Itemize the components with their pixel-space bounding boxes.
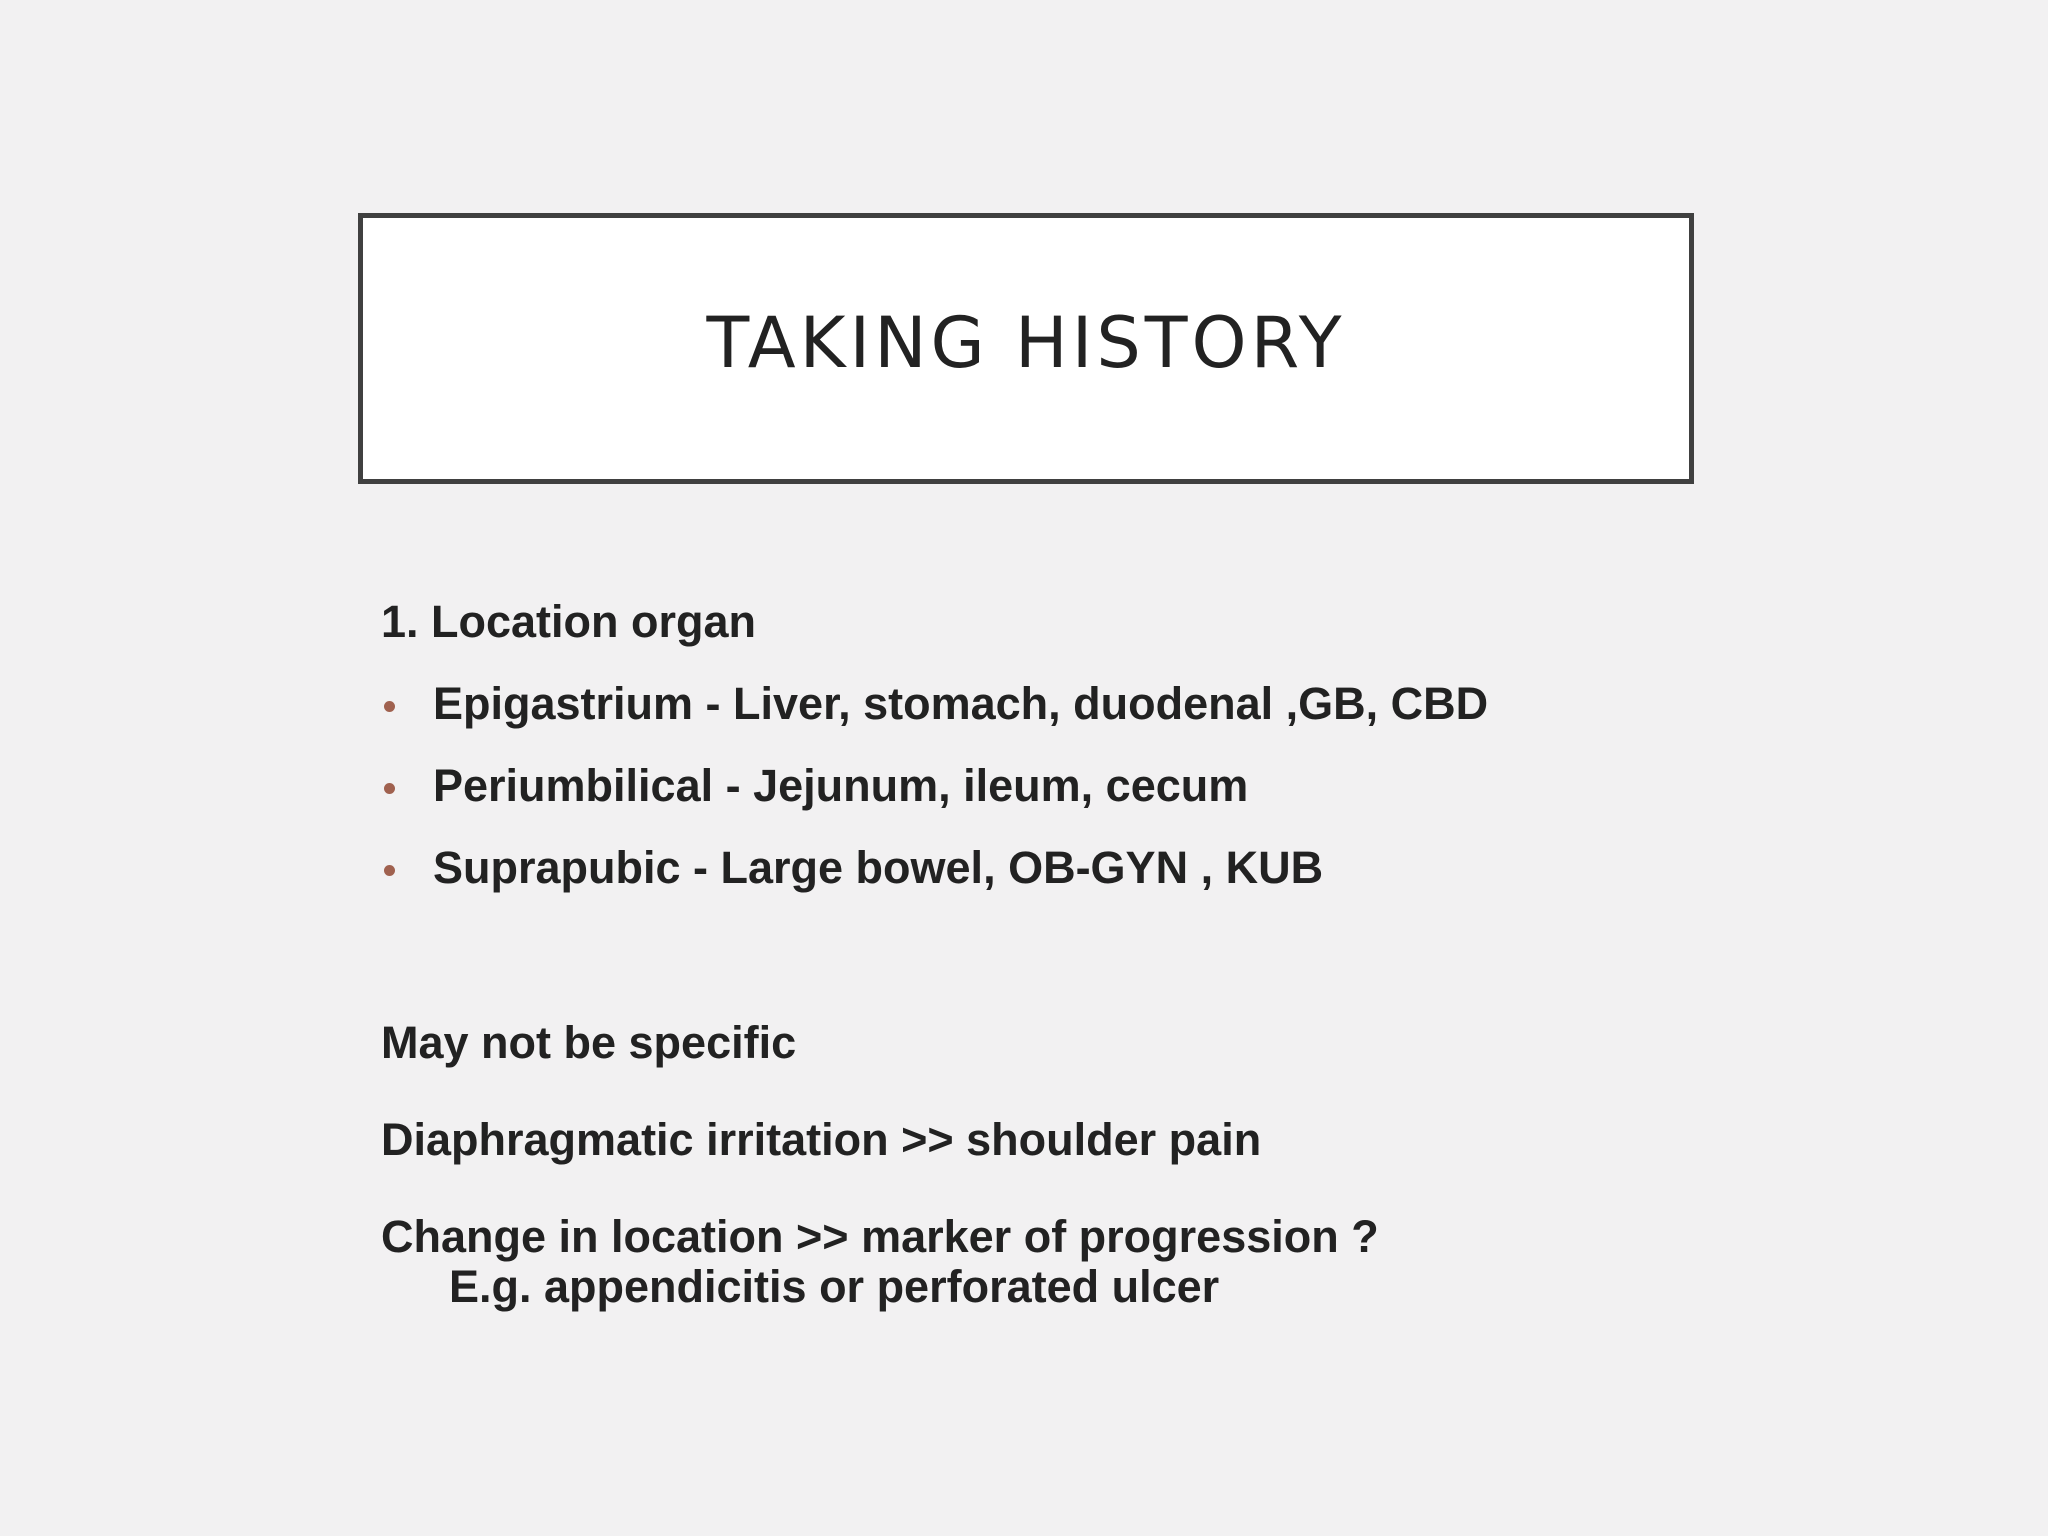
slide-title: TAKING HISTORY — [706, 301, 1346, 384]
bullet-item — [381, 760, 1701, 812]
bullet-dot-icon — [384, 783, 395, 794]
title-box — [358, 213, 1694, 484]
bullet-list — [381, 678, 1701, 894]
bullet-dot-icon — [384, 865, 395, 876]
slide-content — [381, 596, 1701, 1358]
bullet-text: Epigastrium - Liver, stomach, duodenal ,GB, CBD — [433, 678, 1489, 729]
bullet-dot-icon — [384, 701, 395, 712]
note-not-specific: May not be specific — [381, 1017, 797, 1068]
bullet-text: Periumbilical - Jejunum, ileum, cecum — [433, 760, 1249, 811]
bullet-item — [381, 678, 1701, 730]
spacer — [381, 924, 1701, 972]
note-diaphragmatic: Diaphragmatic irritation >> shoulder pain — [381, 1114, 1262, 1165]
section-heading: 1. Location organ — [381, 596, 757, 647]
note-example: E.g. appendicitis or perforated ulcer — [449, 1261, 1220, 1312]
note-change-location: Change in location >> marker of progression ? — [381, 1211, 1379, 1262]
bullet-text: Suprapubic - Large bowel, OB-GYN , KUB — [433, 842, 1324, 893]
bullet-item — [381, 842, 1701, 894]
